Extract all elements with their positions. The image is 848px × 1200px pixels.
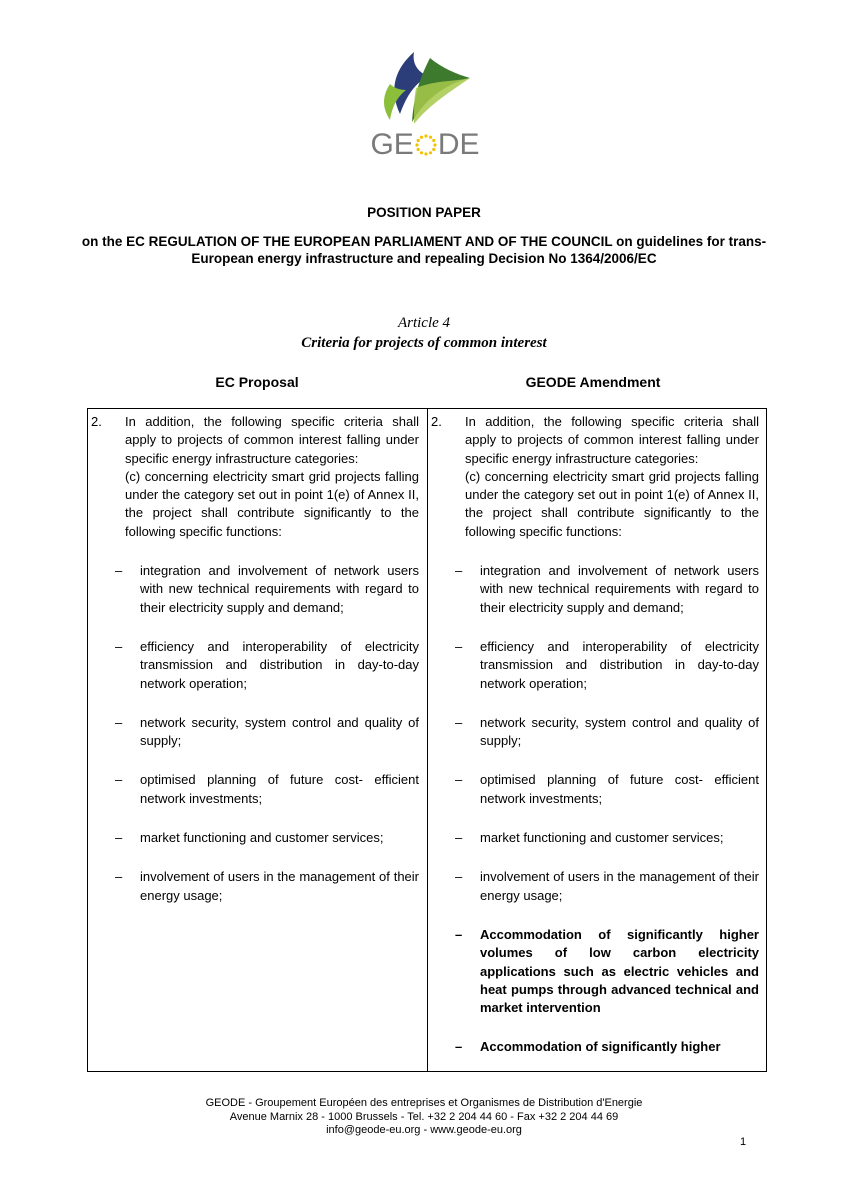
list-item-text: optimised planning of future cost- efficient network investments; xyxy=(140,772,419,806)
paragraph-intro xyxy=(89,413,425,541)
footer-organisation: GEODE - Groupement Européen des entreprises et Organismes de Distribution d'Energie xyxy=(205,1097,643,1109)
list-item xyxy=(89,638,425,693)
dash-bullet: – xyxy=(455,926,463,942)
dash-bullet: – xyxy=(455,1039,463,1055)
dash-bullet: – xyxy=(455,772,463,788)
list-item xyxy=(89,868,425,905)
amendment-item-text: Accommodation of significantly higher xyxy=(480,1039,721,1055)
document-subtitle: on the EC REGULATION OF THE EUROPEAN PARLIAMENT AND OF THE COUNCIL on guidelines for trans-European energy infrastructure and repealing Decision No 1364/2006/EC xyxy=(81,234,767,266)
dash-bullet: – xyxy=(455,714,463,730)
paragraph-number: 2. xyxy=(91,414,102,429)
list-item xyxy=(429,562,765,617)
dash-bullet: – xyxy=(455,830,463,846)
dash-bullet: – xyxy=(115,714,123,730)
list-item-text: market functioning and customer services; xyxy=(140,830,384,846)
logo-wordmark: GE DE xyxy=(370,128,480,161)
list-item-text: optimised planning of future cost- efficient network investments; xyxy=(480,772,759,806)
amendment-item-text: Accommodation of significantly higher volumes of low carbon electricity applications such as electric vehicles and heat pumps through advanced technical and market intervention xyxy=(480,926,759,1016)
dash-bullet: – xyxy=(455,563,463,579)
list-item-text: market functioning and customer services; xyxy=(480,830,724,846)
dash-bullet: – xyxy=(455,638,463,654)
column-heading-ec-proposal: EC Proposal xyxy=(215,374,299,390)
list-item xyxy=(429,714,765,751)
list-item xyxy=(89,771,425,808)
dash-bullet: – xyxy=(115,563,123,579)
list-item-text: network security, system control and quality of supply; xyxy=(480,714,759,749)
document-title: POSITION PAPER xyxy=(367,205,481,220)
intro-point-c: (c) concerning electricity smart grid projects falling under the category set out in point 1(e) of Annex II, the project shall contribute significantly to the following specific functions: xyxy=(125,468,419,539)
dash-bullet: – xyxy=(115,638,123,654)
column-divider xyxy=(427,409,428,1071)
column-heading-geode-amendment: GEODE Amendment xyxy=(525,374,661,390)
dash-bullet: – xyxy=(115,869,123,885)
eu-stars-icon xyxy=(415,130,437,152)
article-heading: Criteria for projects of common interest xyxy=(301,335,547,351)
list-item xyxy=(89,562,425,617)
list-item-text: involvement of users in the management of their energy usage; xyxy=(480,869,759,903)
intro-text: In addition, the following specific criteria shall apply to projects of common interest falling under specific energy infrastructure categories: xyxy=(465,414,759,466)
paragraph-intro xyxy=(429,413,765,541)
ec-proposal-column xyxy=(89,413,425,905)
page-footer xyxy=(60,1097,788,1138)
list-item xyxy=(429,868,765,905)
comparison-table xyxy=(87,408,767,1072)
intro-text: In addition, the following specific criteria shall apply to projects of common interest falling under specific energy infrastructure categories: xyxy=(125,414,419,466)
list-item xyxy=(89,829,425,847)
list-item xyxy=(89,714,425,751)
dash-bullet: – xyxy=(115,830,123,846)
list-item-text: involvement of users in the management of their energy usage; xyxy=(140,869,419,903)
page-number: 1 xyxy=(740,1136,747,1148)
list-item xyxy=(429,638,765,693)
dash-bullet: – xyxy=(455,869,463,885)
amendment-item xyxy=(429,926,765,1017)
list-item-text: integration and involvement of network users with new technical requirements with regard to their electricity supply and demand; xyxy=(140,563,419,615)
list-item-text: network security, system control and quality of supply; xyxy=(140,714,419,749)
list-item xyxy=(429,829,765,847)
geode-amendment-column xyxy=(429,413,765,1057)
list-item xyxy=(429,771,765,808)
amendment-item xyxy=(429,1038,765,1056)
dash-bullet: – xyxy=(115,772,123,788)
footer-contact: info@geode-eu.org - www.geode-eu.org xyxy=(326,1124,522,1136)
article-number: Article 4 xyxy=(397,315,451,331)
list-item-text: efficiency and interoperability of electricity transmission and distribution in day-to-day network operation; xyxy=(140,638,419,691)
list-item-text: integration and involvement of network users with new technical requirements with regard to their electricity supply and demand; xyxy=(480,563,759,615)
list-item-text: efficiency and interoperability of electricity transmission and distribution in day-to-day network operation; xyxy=(480,638,759,691)
paragraph-number: 2. xyxy=(431,414,442,429)
intro-point-c: (c) concerning electricity smart grid projects falling under the category set out in point 1(e) of Annex II, the project shall contribute significantly to the following specific functions: xyxy=(465,468,759,539)
footer-address: Avenue Marnix 28 - 1000 Brussels - Tel. +32 2 204 44 60 - Fax +32 2 204 44 69 xyxy=(229,1110,619,1123)
